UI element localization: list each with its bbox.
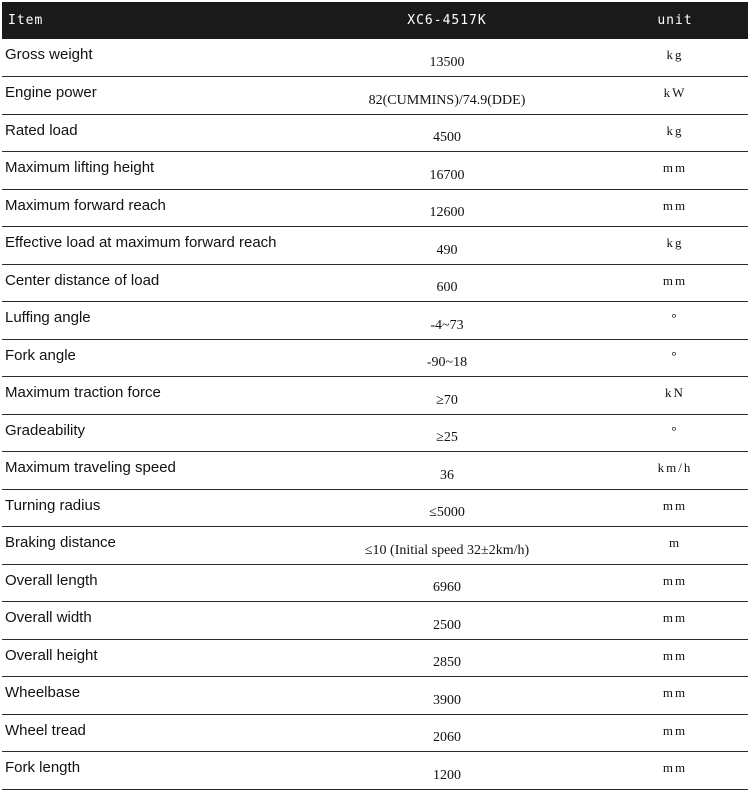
row-unit: ° — [671, 310, 679, 325]
row-item-name: Maximum traction force — [5, 384, 161, 401]
row-item-name: Turning radius — [5, 496, 101, 514]
row-value: ≥25 — [436, 430, 458, 445]
row-unit: mm — [662, 722, 688, 738]
table-row — [2, 564, 748, 602]
row-unit: mm — [662, 272, 688, 288]
row-unit: ° — [671, 347, 679, 363]
row-item-name: Gross weight — [5, 46, 93, 63]
row-value: 2500 — [433, 617, 461, 633]
row-item-name: Fork length — [5, 759, 81, 776]
table-body — [2, 39, 748, 789]
header-model: XC6-4517K — [407, 13, 487, 28]
row-item-name: Maximum forward reach — [5, 196, 166, 214]
row-item-name: Maximum traveling speed — [5, 459, 176, 476]
header-unit: unit — [657, 13, 693, 28]
row-item-name: Center distance of load — [5, 271, 160, 289]
row-item-name: Maximum lifting height — [5, 159, 155, 176]
header-item: Item — [8, 13, 44, 28]
row-unit: mm — [662, 572, 688, 588]
row-item-name: Overall width — [5, 609, 92, 626]
table-row — [2, 489, 748, 527]
row-value: -4~73 — [430, 317, 464, 333]
table-row — [2, 152, 748, 190]
header-row — [2, 2, 748, 39]
row-unit: mm — [662, 610, 688, 625]
table-row — [2, 752, 748, 790]
row-value: 6960 — [433, 580, 461, 595]
row-item-name: Engine power — [5, 84, 97, 101]
table-row — [2, 714, 748, 752]
row-value: 3900 — [433, 692, 461, 708]
row-value: 600 — [436, 280, 458, 295]
row-item-name: Gradeability — [5, 421, 86, 439]
row-unit: mm — [662, 760, 688, 775]
row-unit: mm — [662, 497, 688, 513]
table-row — [2, 677, 748, 715]
table-row — [2, 639, 748, 677]
row-value: 2060 — [433, 730, 461, 745]
table-row — [2, 114, 748, 152]
table-row — [2, 377, 748, 415]
row-value: 16700 — [429, 167, 465, 183]
row-value: ≥70 — [436, 392, 458, 408]
specification-table — [2, 2, 748, 790]
row-unit: kg — [666, 47, 684, 62]
row-value: 12600 — [429, 205, 465, 220]
row-value: ≤5000 — [429, 505, 465, 520]
row-unit: kW — [663, 85, 687, 100]
row-unit: mm — [662, 197, 688, 213]
row-item-name: Effective load at maximum forward reach — [5, 234, 277, 251]
table-row — [2, 189, 748, 227]
table-row — [2, 264, 748, 302]
table-row — [2, 602, 748, 640]
row-value: 4500 — [433, 130, 461, 145]
row-item-name: Fork angle — [5, 346, 76, 364]
row-item-name: Braking distance — [5, 534, 116, 551]
table-row — [2, 414, 748, 452]
table-row — [2, 339, 748, 377]
row-item-name: Rated load — [5, 121, 78, 139]
table-row — [2, 452, 748, 490]
row-unit: mm — [662, 160, 688, 175]
row-value: -90~18 — [426, 355, 468, 370]
row-unit: kg — [666, 235, 684, 250]
row-item-name: Overall height — [5, 646, 98, 664]
row-item-name: Wheelbase — [5, 684, 81, 701]
table-row — [2, 302, 748, 340]
row-unit: m — [668, 535, 682, 550]
row-unit: mm — [662, 647, 688, 663]
table-row — [2, 39, 748, 77]
row-value: 36 — [440, 467, 454, 483]
row-item-name: Luffing angle — [5, 309, 91, 326]
row-unit: kg — [666, 122, 684, 138]
row-unit: mm — [662, 685, 688, 700]
table-header — [2, 2, 748, 39]
row-item-name: Wheel tread — [5, 721, 86, 739]
row-value: 2850 — [433, 655, 461, 670]
table-row — [2, 77, 748, 115]
table-row — [2, 227, 748, 265]
row-item-name: Overall length — [5, 571, 98, 589]
row-value: 1200 — [433, 767, 461, 783]
table-row — [2, 527, 748, 565]
row-value: ≤10 (Initial speed 32±2km/h) — [364, 542, 530, 558]
row-unit: kN — [665, 385, 685, 400]
row-value: 82(CUMMINS)/74.9(DDE) — [368, 92, 526, 108]
row-unit: km/h — [657, 460, 693, 475]
row-value: 13500 — [429, 55, 465, 70]
row-unit: ° — [671, 422, 679, 438]
row-value: 490 — [436, 242, 458, 258]
